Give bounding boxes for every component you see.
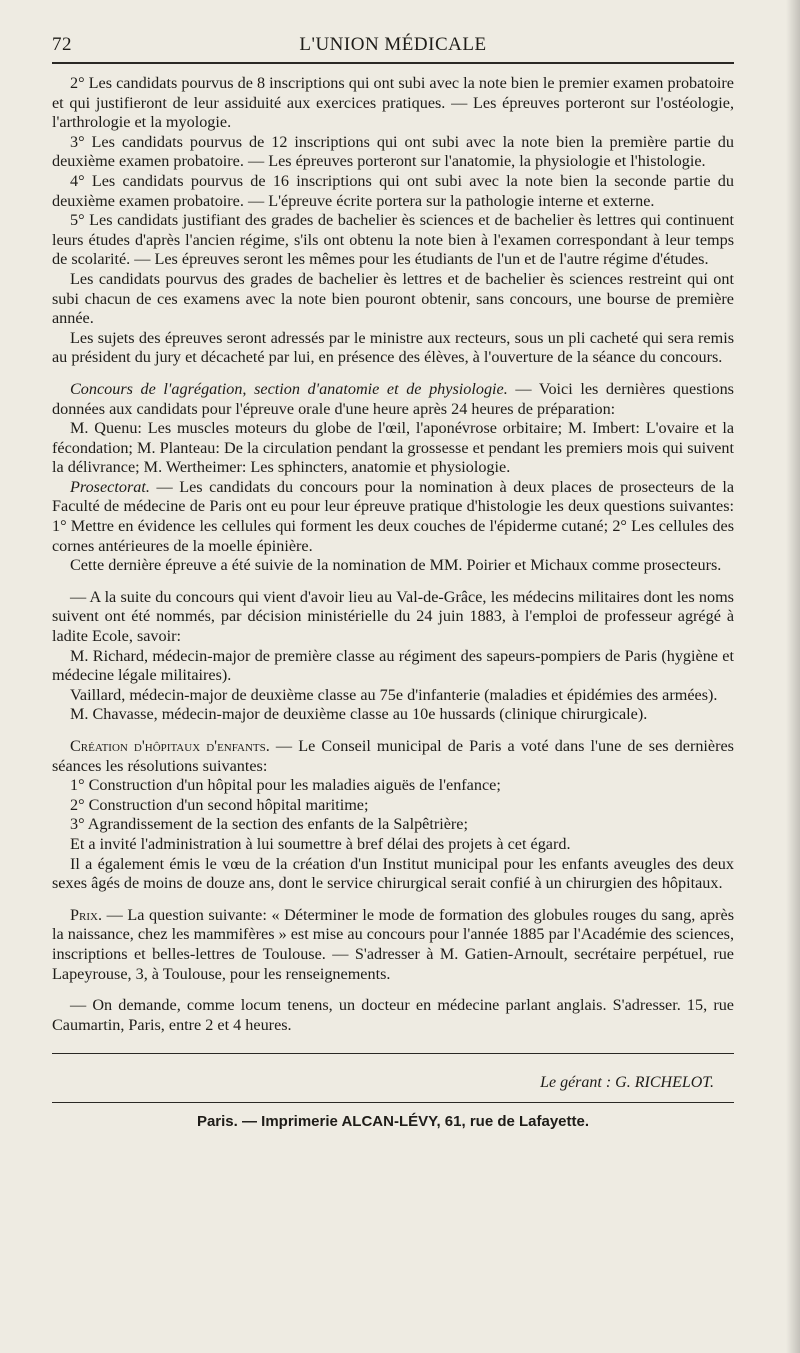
resolution-item-2: 2° Construction d'un second hôpital maritime; bbox=[70, 795, 369, 814]
resolution-item-1: 1° Construction d'un hôpital pour les maladies aiguës de l'enfance; bbox=[70, 776, 501, 795]
paragraph-item-5: 5° Les candidats justifiant des grades de bachelier ès sciences et de bachelier ès lettres qui continuent leurs études d'après l'ancien régime, s'ils ont obtenu la note bien à l'examen correspondant à leur temps de scolarité. — Les épreuves seront les mêmes pour les étudiants de l'un et de l'autre régime d'études. bbox=[52, 211, 734, 269]
paragraph-bourse: Les candidats pourvus des grades de bachelier ès lettres et de bachelier ès sciences restreint qui ont subi chacun de ces examens avec la note bien pouront obtenir, sans concours, une bourse de première année. bbox=[52, 269, 734, 328]
section-heading-prosectorat: Prosectorat. bbox=[70, 477, 150, 496]
paragraph-nomination: Cette dernière épreuve a été suivie de la nomination de MM. Poirier et Michaux comme prosecteurs. bbox=[70, 556, 722, 575]
header-rule bbox=[52, 62, 734, 64]
paragraph-sujets: Les sujets des épreuves seront adressés par le ministre aux recteurs, sous un pli cacheté qui sera remis au président du jury et décacheté par lui, en présence des élèves, à l'ouverture de la séance du concours. bbox=[52, 328, 734, 367]
page-number: 72 bbox=[52, 34, 72, 55]
paragraph-hopitaux-text: — Le Conseil municipal de Paris a voté dans l'une de ses dernières séances les résolutions suivantes: bbox=[52, 737, 734, 775]
footer-separator bbox=[52, 1053, 734, 1054]
paragraph-richard: M. Richard, médecin-major de première classe au régiment des sapeurs-pompiers de Paris (hygiène et médecine légale militaires). bbox=[52, 646, 734, 685]
paragraph-hopitaux bbox=[52, 737, 734, 776]
printer-imprint: Paris. — Imprimerie ALCAN-LÉVY, 61, rue de Lafayette. bbox=[196, 1113, 590, 1131]
section-heading-prix: Prix. bbox=[70, 905, 102, 924]
paragraph-item-3: 3° Les candidats pourvus de 12 inscriptions qui ont subi avec la note bien la première partie du deuxième examen probatoire. — Les épreuves porteront sur l'anatomie, la physiologie et l'histologie. bbox=[52, 132, 734, 171]
paragraph-locum-tenens: — On demande, comme locum tenens, un docteur en médecine parlant anglais. S'adresser. 15, rue Caumartin, Paris, entre 2 et 4 heures. bbox=[52, 996, 734, 1034]
paragraph-prix-text: — La question suivante: « Déterminer le mode de formation des globules rouges du sang, après la naissance, chez les mammifères » est mise au concours pour l'année 1885 par l'Académie des sciences, inscriptions et belles-lettres de Toulouse. — S'adresser à M. Gatien-Arnoult, secrétaire perpétuel, rue Lapeyrouse, 3, à Toulouse, pour les renseignements. bbox=[52, 905, 734, 983]
journal-title: L'UNION MÉDICALE bbox=[299, 34, 487, 55]
paragraph-val-de-grace: — A la suite du concours qui vient d'avoir lieu au Val-de-Grâce, les médecins militaires dont les noms suivent ont été nommés, par décision ministérielle du 24 juin 1883, à l'emploi de professeur agrégé à ladite Ecole, savoir: bbox=[52, 587, 734, 646]
page-header bbox=[52, 0, 734, 62]
paragraph-vaillard: Vaillard, médecin-major de deuxième classe au 75e d'infanterie (maladies et épidémies des armées). bbox=[70, 685, 718, 704]
paragraph-prix bbox=[52, 906, 734, 984]
paragraph-chavasse: M. Chavasse, médecin-major de deuxième classe au 10e hussards (clinique chirurgicale). bbox=[70, 705, 648, 724]
section-heading-hopitaux: Création d'hôpitaux d'enfants. bbox=[70, 737, 270, 755]
paragraph-institut: Il a également émis le vœu de la création d'un Institut municipal pour les enfants aveugles des deux sexes âgés de moins de douze ans, dont le service chirurgical serait confié à un chirurgien des hôpitaux. bbox=[52, 854, 734, 893]
paragraph-prosectorat bbox=[52, 478, 734, 556]
bottom-rule bbox=[52, 1102, 734, 1103]
paragraph-invitation: Et a invité l'administration à lui soumettre à bref délai des projets à cet égard. bbox=[70, 834, 571, 853]
page-edge-shadow bbox=[786, 0, 800, 1353]
section-heading-agregation: Concours de l'agrégation, section d'anatomie et de physiologie. bbox=[70, 379, 508, 398]
paragraph-agregation bbox=[52, 380, 734, 419]
resolution-item-3: 3° Agrandissement de la section des enfants de la Salpêtrière; bbox=[70, 815, 468, 834]
paragraph-item-4: 4° Les candidats pourvus de 16 inscriptions qui ont subi avec la note bien la seconde partie du deuxième examen probatoire. — L'épreuve écrite portera sur la pathologie interne et externe. bbox=[52, 171, 734, 210]
paragraph-agregation-text: — Voici les dernières questions données aux candidats pour l'épreuve orale d'une heure après 24 heures de préparation: bbox=[52, 379, 734, 418]
paragraph-prosectorat-text: — Les candidats du concours pour la nomination à deux places de prosecteurs de la Faculté de médecine de Paris ont eu pour leur épreuve pratique d'histologie les deux questions suivantes: 1° Mettre en évidence les cellules qui forment les deux couches de l'épiderme cutané; 2° Les cellules des cornes antérieures de la moelle épinière. bbox=[52, 477, 734, 555]
paragraph-candidates: M. Quenu: Les muscles moteurs du globe de l'œil, l'aponévrose orbitaire; M. Imbert: L'ovaire et la fécondation; M. Planteau: De la circulation pendant la grossesse et pendant les premiers mois qui suivent la délivrance; M. Wertheimer: Les sphincters, anatomie et physiologie. bbox=[52, 419, 734, 477]
article-body bbox=[52, 74, 734, 1035]
signature: Le gérant : G. RICHELOT. bbox=[540, 1074, 714, 1092]
paragraph-item-2: 2° Les candidats pourvus de 8 inscriptions qui ont subi avec la note bien le premier examen probatoire et qui justifieront de leur assiduité aux exercices pratiques. — Les épreuves porteront sur l'ostéologie, l'arthrologie et la myologie. bbox=[52, 74, 734, 132]
